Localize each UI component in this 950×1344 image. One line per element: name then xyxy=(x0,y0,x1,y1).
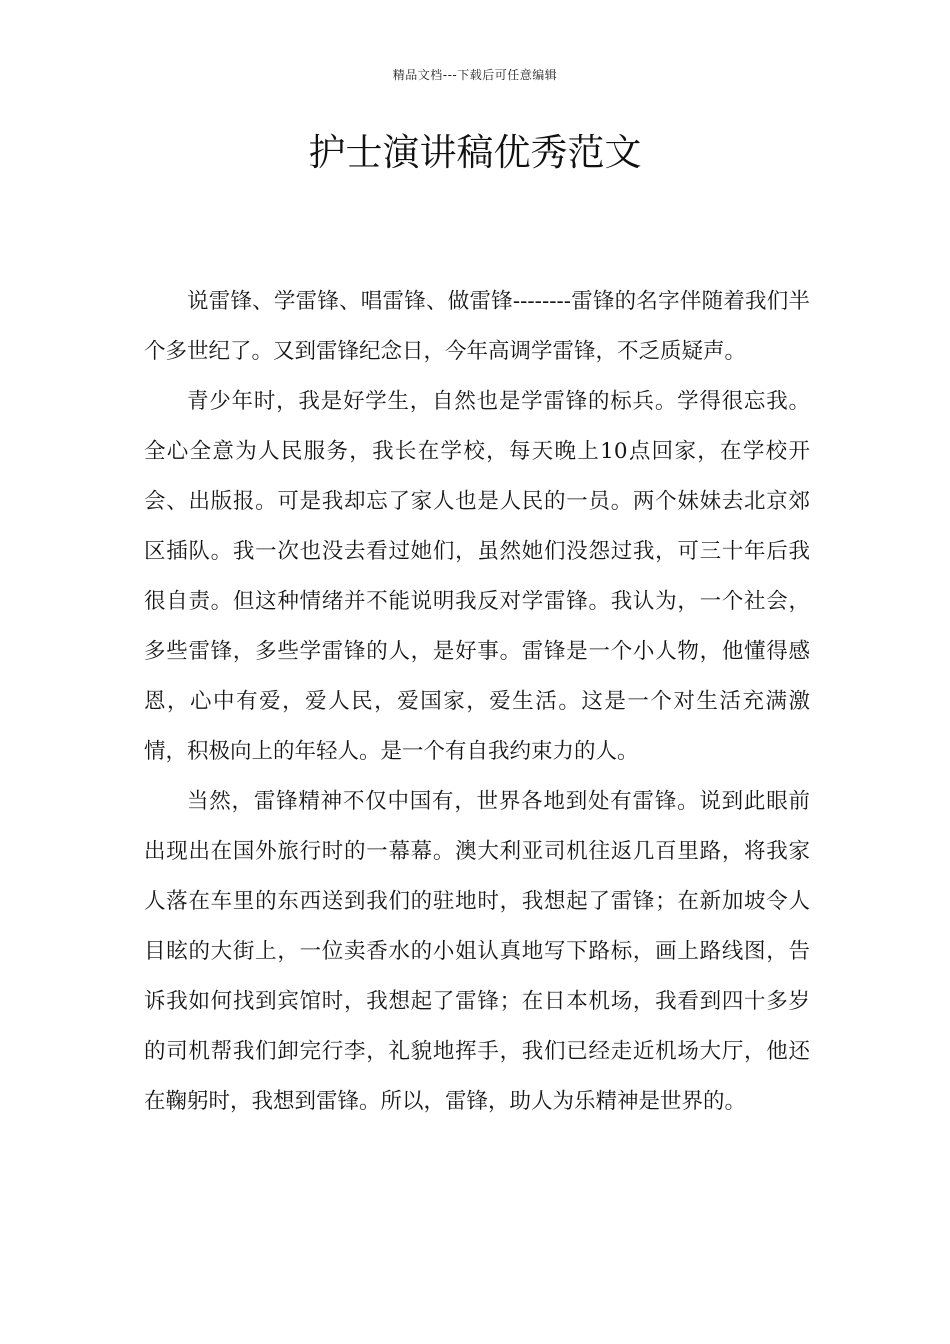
paragraph-2: 青少年时，我是好学生，自然也是学雷锋的标兵。学得很忘我。全心全意为人民服务，我长在学校，每天晚上10点回家，在学校开会、出版报。可是我却忘了家人也是人民的一员。两个妹妹去北京郊区插队。我一次也没去看过她们，虽然她们没怨过我，可三十年后我很自责。但这种情绪并不能说明我反对学雷锋。我认为，一个社会，多些雷锋，多些学雷锋的人，是好事。雷锋是一个小人物，他懂得感恩，心中有爱，爱人民，爱国家，爱生活。这是一个对生活充满激情，积极向上的年轻人。是一个有自我约束力的人。 xyxy=(144,389,810,764)
document-body xyxy=(144,277,810,1127)
document-title: 护士演讲稿优秀范文 xyxy=(308,131,642,174)
paragraph-1: 说雷锋、学雷锋、唱雷锋、做雷锋--------雷锋的名字伴随着我们半个多世纪了。又到雷锋纪念日，今年高调学雷锋，不乏质疑声。 xyxy=(144,289,810,364)
paragraph-3: 当然，雷锋精神不仅中国有，世界各地到处有雷锋。说到此眼前出现出在国外旅行时的一幕幕。澳大利亚司机往返几百里路，将我家人落在车里的东西送到我们的驻地时，我想起了雷锋；在新加坡令人目眩的大街上，一位卖香水的小姐认真地写下路标，画上路线图，告诉我如何找到宾馆时，我想起了雷锋；在日本机场，我看到四十多岁的司机帮我们卸完行李，礼貌地挥手，我们已经走近机场大厅，他还在鞠躬时，我想到雷锋。所以，雷锋，助人为乐精神是世界的。 xyxy=(144,789,810,1114)
header-note: 精品文档---下载后可任意编辑 xyxy=(392,68,558,82)
